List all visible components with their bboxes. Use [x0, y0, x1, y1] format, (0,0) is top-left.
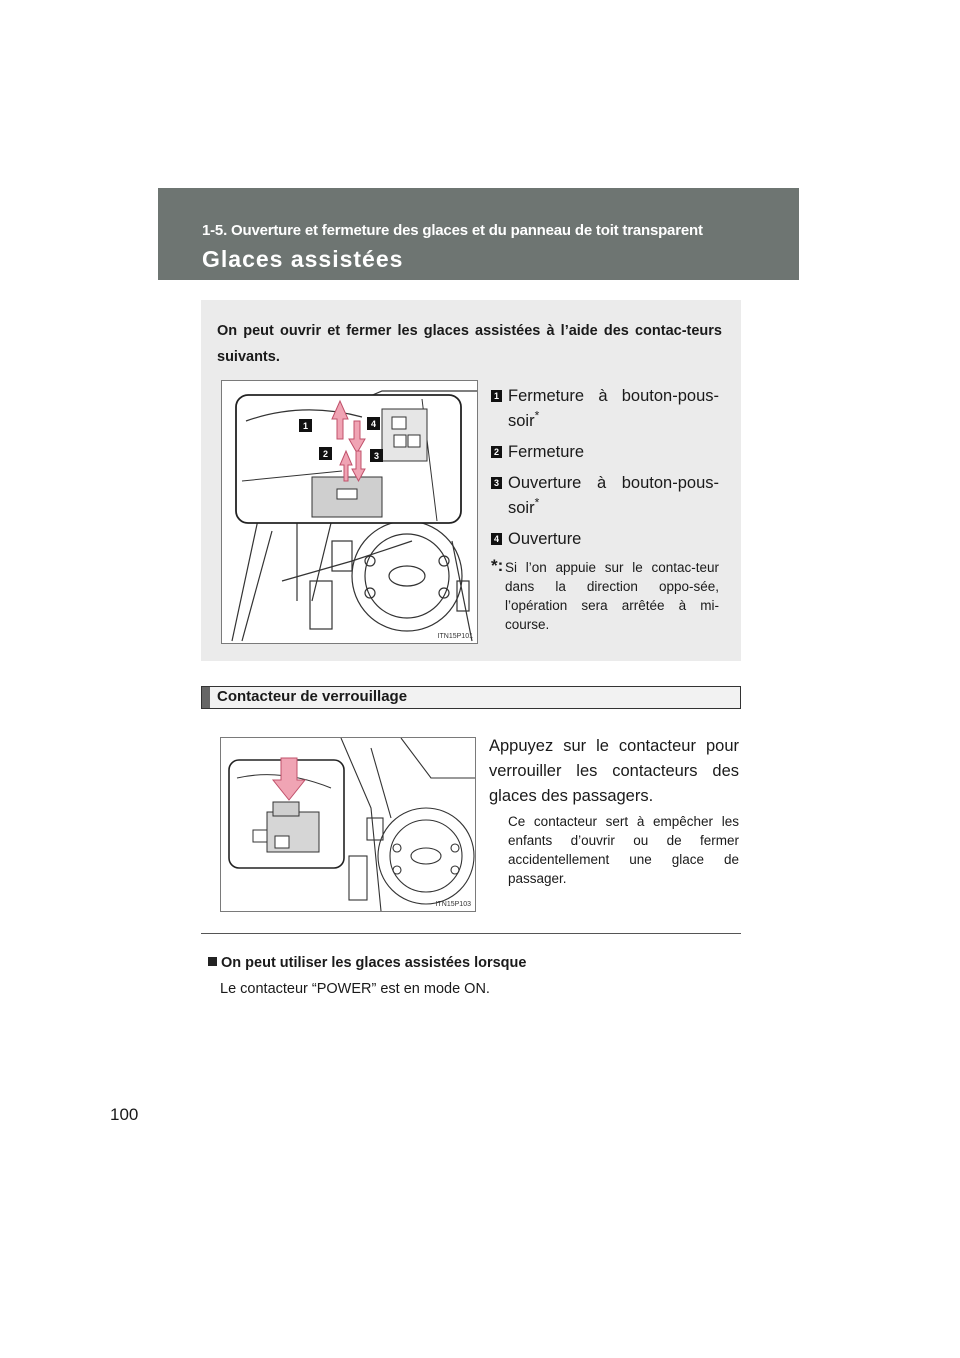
asterisk: *	[534, 495, 540, 510]
figure-code: ITN15P103	[435, 901, 471, 908]
footnote-marker: *:	[491, 556, 504, 575]
window-switches-illustration	[222, 381, 477, 643]
legend-item	[491, 440, 719, 465]
note-body: Le contacteur “POWER” est en mode ON.	[220, 981, 490, 997]
footnote-text: Si l’on appuie sur le contac-teur dans la direction oppo-sée, l’opération sera arrêtée à mi-course.	[505, 560, 719, 632]
legend-label: Ouverture	[508, 530, 582, 548]
asterisk: *	[534, 408, 540, 423]
divider	[201, 933, 741, 934]
inset-panel	[229, 758, 344, 868]
legend-item	[491, 471, 719, 521]
square-bullet-icon	[208, 957, 217, 966]
page-title: Glaces assistées	[202, 246, 404, 272]
svg-text:4: 4	[370, 419, 377, 429]
subsection-title: Contacteur de verrouillage	[217, 688, 408, 705]
legend-number: 1	[491, 390, 502, 402]
legend-number: 3	[491, 477, 502, 489]
window-switches-figure	[221, 380, 478, 644]
intro-text: On peut ouvrir et fermer les glaces assistées à l’aide des contac-teurs suivants.	[217, 323, 722, 365]
header-band	[158, 188, 799, 280]
svg-text:1: 1	[302, 421, 309, 431]
legend-label: Fermeture à bouton-pous-soir	[508, 387, 719, 430]
svg-text:3: 3	[373, 451, 380, 461]
subsection-bar	[201, 686, 741, 709]
note-heading-text: On peut utiliser les glaces assistées lorsque	[221, 955, 527, 971]
svg-text:2: 2	[322, 449, 329, 459]
legend	[491, 384, 719, 634]
inset-panel	[236, 395, 461, 523]
footnote	[491, 558, 719, 634]
lock-switch-figure	[220, 737, 476, 912]
legend-label: Ouverture à bouton-pous-soir	[508, 474, 719, 517]
note-heading	[208, 955, 526, 971]
legend-item	[491, 384, 719, 434]
legend-item	[491, 527, 719, 552]
lock-switch-note: Ce contacteur sert à empêcher les enfants d’ouvrir ou de fermer accidentellement une glace de passager.	[508, 814, 739, 886]
figure-code: ITN15P101	[437, 633, 473, 640]
legend-number: 4	[491, 533, 502, 545]
lock-switch-illustration	[221, 738, 475, 911]
section-label: 1-5. Ouverture et fermeture des glaces et du panneau de toit transparent	[202, 222, 703, 239]
legend-label: Fermeture	[508, 443, 585, 461]
legend-number: 2	[491, 446, 502, 458]
intro-box	[201, 300, 741, 661]
lock-switch-text: Appuyez sur le contacteur pour verrouiller les contacteurs des glaces des passagers.	[489, 737, 739, 805]
page-number: 100	[110, 1105, 139, 1124]
